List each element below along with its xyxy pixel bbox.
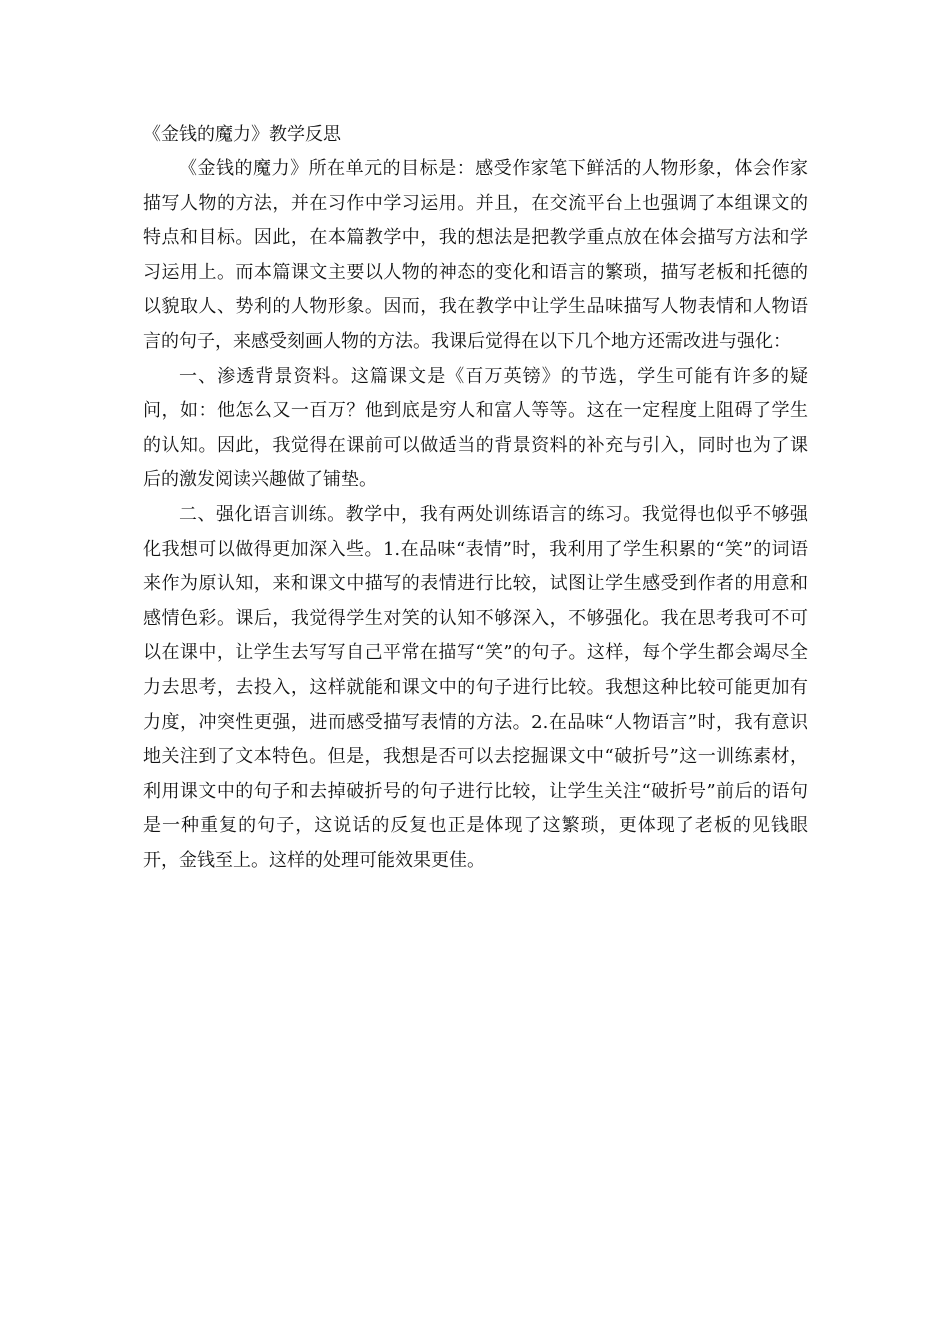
paragraph-intro: 《金钱的魔力》所在单元的目标是：感受作家笔下鲜活的人物形象，体会作家描写人物的方法，并在习作中学习运用。并且，在交流平台上也强调了本组课文的特点和目标。因此，在本篇教学中，我的想法是把教学重点放在体会描写方法和学习运用上。而本篇课文主要以人物的神态的变化和语言的繁琐，描写老板和托德的以貌取人、势利的人物形象。因而，我在教学中让学生品味描写人物表情和人物语言的句子，来感受刻画人物的方法。我课后觉得在以下几个地方还需改进与强化： xyxy=(143,158,808,352)
document-title: 《金钱的魔力》教学反思 xyxy=(143,124,341,145)
paragraph-background: 一、渗透背景资料。这篇课文是《百万英镑》的节选，学生可能有许多的疑问，如：他怎么又一百万？他到底是穷人和富人等等。这在一定程度上阻碍了学生的认知。因此，我觉得在课前可以做适当的背景资料的补充与引入，同时也为了课后的激发阅读兴趣做了铺垫。 xyxy=(143,365,808,491)
paragraph-language-training: 二、强化语言训练。教学中，我有两处训练语言的练习。我觉得也似乎不够强化我想可以做得更加深入些。1.在品味“表情”时，我利用了学生积累的“笑”的词语来作为原认知，来和课文中描写的表情进行比较，试图让学生感受到作者的用意和感情色彩。课后，我觉得学生对笑的认知不够深入，不够强化。我在思考我可不可以在课中，让学生去写写自己平常在描写“笑”的句子。这样，每个学生都会竭尽全力去思考，去投入，这样就能和课文中的句子进行比较。我想这种比较可能更加有力度，冲突性更强，进而感受描写表情的方法。2.在品味“人物语言”时，我有意识地关注到了文本特色。但是，我想是否可以去挖掘课文中“破折号”这一训练素材，利用课文中的句子和去掉破折号的句子进行比较，让学生关注“破折号”前后的语句是一种重复的句子，这说话的反复也正是体现了这繁琐，更体现了老板的见钱眼开，金钱至上。这样的处理可能效果更佳。 xyxy=(143,503,808,871)
document-page xyxy=(143,118,808,878)
